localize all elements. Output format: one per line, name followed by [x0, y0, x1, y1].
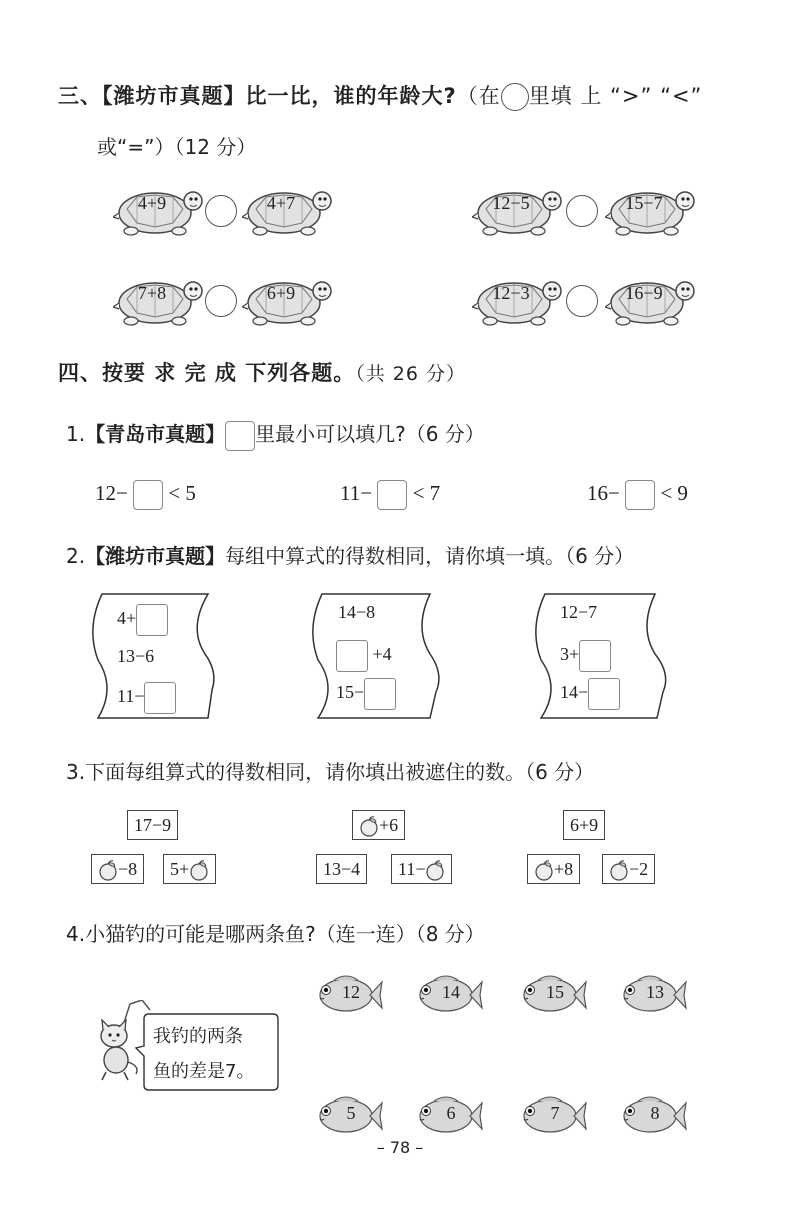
- q2-heading: [66, 540, 634, 569]
- q3-heading: [66, 756, 594, 785]
- q2-answer-box[interactable]: [579, 640, 611, 672]
- turtle-label: 12−5: [492, 193, 530, 213]
- q3-text-part: −2: [629, 859, 649, 879]
- q3-g1-top: 17−9: [127, 810, 178, 840]
- q1-item-b: < 5: [168, 480, 196, 505]
- section4-points: （共 26 分）: [355, 363, 467, 385]
- q2-answer-box[interactable]: [588, 678, 620, 710]
- apple-icon: [189, 860, 209, 882]
- q2-answer-box[interactable]: [136, 604, 168, 636]
- fish-number: 6: [446, 1103, 456, 1123]
- q3-g3-b2[interactable]: [602, 854, 655, 884]
- fish-number: 12: [342, 982, 360, 1002]
- q3-g3-top: 6+9: [563, 810, 605, 840]
- fish-number: 15: [546, 982, 564, 1002]
- fish-number: 5: [346, 1103, 356, 1123]
- q1-item-3: [587, 480, 688, 510]
- compare-circle[interactable]: [566, 285, 598, 317]
- q2-text: 每组中算式的得数相同，请你填一填。（6 分）: [225, 544, 635, 568]
- q2-card-text: 15−: [336, 682, 365, 703]
- q2-card-text: 4+: [117, 608, 137, 629]
- answer-circle-icon: [501, 83, 529, 111]
- turtle-left-2: [472, 183, 562, 239]
- q3-g1-b2[interactable]: [163, 854, 216, 884]
- q2-card-3-line2: [560, 640, 611, 672]
- q3-g1-b1[interactable]: [91, 854, 144, 884]
- q2-num: 2.: [66, 544, 86, 568]
- q3-text-part: 5+: [170, 859, 190, 879]
- q1-item-b: < 9: [660, 480, 688, 505]
- turtle-right-3: [242, 273, 332, 329]
- blank-box-icon: [225, 421, 255, 451]
- apple-icon: [425, 860, 445, 882]
- turtle-label: 16−9: [625, 283, 663, 303]
- fish-top-2[interactable]: [412, 972, 482, 1018]
- section3-heading: [58, 80, 702, 111]
- q3-g2-b2[interactable]: [391, 854, 452, 884]
- turtle-left-3: [113, 273, 203, 329]
- q3-num: 3.: [66, 760, 86, 784]
- q2-card-text: 14−: [560, 682, 589, 703]
- compare-circle[interactable]: [205, 285, 237, 317]
- q1-tag: 【青岛市真题】: [85, 422, 226, 446]
- turtle-label: 4+9: [137, 193, 167, 213]
- apple-icon: [359, 816, 379, 838]
- speech-line-1: 我钓的两条: [153, 1026, 243, 1047]
- q2-answer-box[interactable]: [336, 640, 368, 672]
- q2-card-1-line1: [117, 604, 168, 636]
- section3-prefix: 三、: [58, 84, 102, 108]
- fish-bottom-3[interactable]: [516, 1093, 586, 1139]
- compare-circle[interactable]: [205, 195, 237, 227]
- section4-heading: [58, 357, 466, 387]
- q4-num: 4.: [66, 922, 86, 946]
- fish-number: 7: [550, 1103, 560, 1123]
- q1-answer-box[interactable]: [625, 480, 655, 510]
- section4-title: 四、按要 求 完 成 下列各题。: [58, 361, 356, 385]
- fish-top-1[interactable]: [312, 972, 382, 1018]
- compare-circle[interactable]: [566, 195, 598, 227]
- section3-tag: 【潍坊市真题】: [102, 84, 246, 108]
- section3-instr-b: 里填 上 “>” “<”: [528, 84, 703, 108]
- q2-card-2-line2: [336, 640, 392, 672]
- q2-card-1-line2: 13−6: [117, 646, 155, 666]
- q1-item-a: 16−: [587, 480, 620, 505]
- fish-top-4[interactable]: [616, 972, 686, 1018]
- q1-item-a: 11−: [340, 480, 373, 505]
- q2-card-1-line3: [117, 682, 176, 714]
- turtle-label: 6+9: [266, 283, 296, 303]
- fish-bottom-4[interactable]: [616, 1093, 686, 1139]
- q3-text-part: −8: [118, 859, 138, 879]
- turtle-left-4: [472, 273, 562, 329]
- q1-num: 1.: [66, 422, 86, 446]
- q2-card-2-line1: 14−8: [338, 602, 376, 622]
- q1-item-1: [95, 480, 196, 510]
- speech-line-2: 鱼的差是7。: [153, 1061, 255, 1082]
- turtle-label: 12−3: [492, 283, 530, 303]
- turtle-right-2: [605, 183, 695, 239]
- q3-text-part: +6: [379, 815, 399, 835]
- q3-g2-top[interactable]: [352, 810, 405, 840]
- turtle-label: 15−7: [625, 193, 663, 213]
- turtle-label: 7+8: [137, 283, 167, 303]
- fish-number: 8: [650, 1103, 660, 1123]
- q1-item-2: [340, 480, 440, 510]
- apple-icon: [98, 860, 118, 882]
- q1-heading: [66, 418, 485, 451]
- section3-title: 比一比，谁的年龄大?: [245, 84, 457, 108]
- fish-bottom-1[interactable]: [312, 1093, 382, 1139]
- q1-text: 里最小可以填几?（6 分）: [255, 422, 485, 446]
- q2-answer-box[interactable]: [144, 682, 176, 714]
- q4-text: 小猫钓的可能是哪两条鱼?（连一连）（8 分）: [85, 922, 485, 946]
- apple-icon: [609, 860, 629, 882]
- q1-item-a: 12−: [95, 480, 128, 505]
- q3-text-part: +8: [554, 859, 574, 879]
- page-number: – 78 –: [376, 1138, 424, 1157]
- turtle-left-1: [113, 183, 203, 239]
- turtle-right-4: [605, 273, 695, 329]
- q2-tag: 【潍坊市真题】: [85, 544, 226, 568]
- q1-item-b: < 7: [412, 480, 441, 505]
- q3-g2-b1: 13−4: [316, 854, 367, 884]
- section3-instr-a: （在: [456, 84, 501, 108]
- q2-answer-box[interactable]: [364, 678, 396, 710]
- q2-card-2-line3: [336, 678, 396, 710]
- turtle-right-1: [242, 183, 332, 239]
- q3-g3-b1[interactable]: [527, 854, 580, 884]
- turtle-label: 4+7: [266, 193, 296, 213]
- apple-icon: [534, 860, 554, 882]
- q2-card-text: +4: [372, 644, 392, 665]
- fish-bottom-2[interactable]: [412, 1093, 482, 1139]
- q2-card-3-line1: 12−7: [560, 602, 598, 622]
- q3-text-part: 11−: [398, 859, 426, 879]
- q2-card-text: 11−: [117, 686, 145, 707]
- q2-card-3-line3: [560, 678, 620, 710]
- q3-text: 下面每组算式的得数相同，请你填出被遮住的数。（6 分）: [85, 760, 595, 784]
- fish-number: 14: [442, 982, 460, 1002]
- q4-heading: [66, 918, 485, 947]
- q2-card-text: 3+: [560, 644, 580, 665]
- fish-number: 13: [646, 982, 664, 1002]
- section3-instr-c: 或“=”）（12 分）: [97, 135, 257, 159]
- fish-top-3[interactable]: [516, 972, 586, 1018]
- q1-answer-box[interactable]: [377, 480, 407, 510]
- q1-answer-box[interactable]: [133, 480, 163, 510]
